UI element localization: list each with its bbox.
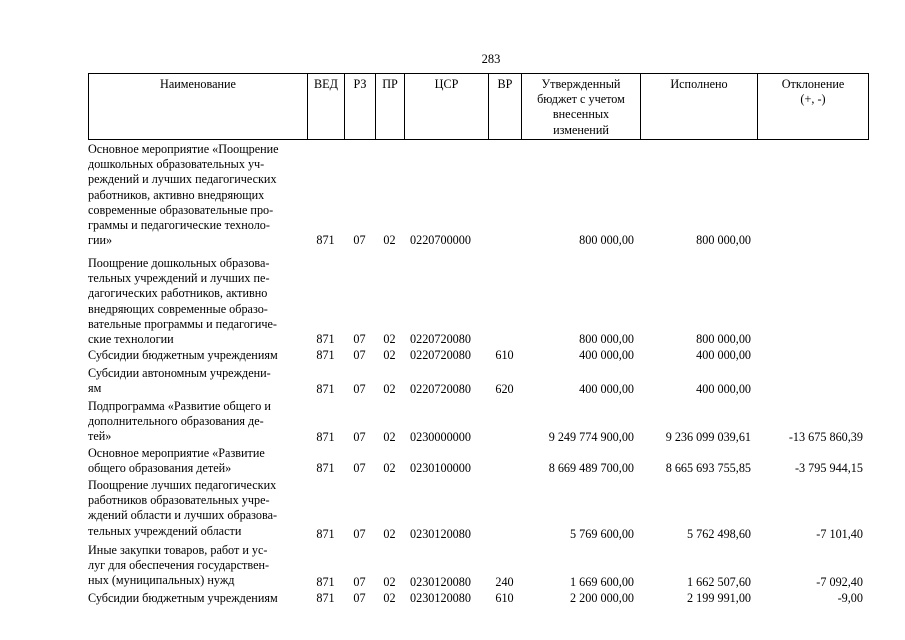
header-deviation: Отклонение (+, -) — [757, 73, 869, 140]
row-executed: 2 199 991,00 — [687, 591, 751, 605]
header-approved: Утвержденный бюджет с учетом внесенных изменений — [521, 73, 640, 140]
row-csr: 0220720080 — [410, 332, 471, 346]
row-approved: 800 000,00 — [579, 332, 634, 346]
row-approved: 800 000,00 — [579, 233, 634, 247]
row-pr: 02 — [383, 382, 396, 396]
header-rz: РЗ — [344, 73, 375, 140]
row-rz: 07 — [353, 382, 366, 396]
header-vr: ВР — [488, 73, 521, 140]
row-csr: 0220720080 — [410, 382, 471, 396]
row-name: Основное мероприятие «Поощрение дошкольных образовательных уч- реждений и лучших педагогических работников, активно внедряющих современные образовательные про- граммы и педагогические техноло- гии» — [88, 142, 279, 248]
row-csr: 0230120080 — [410, 575, 471, 589]
row-csr: 0230100000 — [410, 461, 471, 475]
header-executed: Исполнено — [640, 73, 757, 140]
row-name: Иные закупки товаров, работ и ус- луг для обеспечения государствен- ных (муниципальных) нужд — [88, 543, 270, 588]
row-ved: 871 — [316, 527, 335, 541]
row-approved: 8 669 489 700,00 — [548, 461, 634, 475]
row-ved: 871 — [316, 591, 335, 605]
header-pr: ПР — [375, 73, 404, 140]
row-approved: 9 249 774 900,00 — [548, 430, 634, 444]
row-name: Поощрение дошкольных образова- тельных учреждений и лучших пе- дагогических работников, активно внедряющих современные образо- вательные программы и педагогиче- ские технологии — [88, 256, 277, 347]
row-rz: 07 — [353, 348, 366, 362]
row-rz: 07 — [353, 527, 366, 541]
row-deviation: -13 675 860,39 — [788, 430, 863, 444]
row-approved: 5 769 600,00 — [570, 527, 634, 541]
row-vr: 620 — [495, 382, 514, 396]
row-deviation: -9,00 — [837, 591, 863, 605]
row-executed: 9 236 099 039,61 — [665, 430, 751, 444]
row-rz: 07 — [353, 332, 366, 346]
row-csr: 0230120080 — [410, 591, 471, 605]
row-deviation: -7 092,40 — [816, 575, 863, 589]
row-pr: 02 — [383, 461, 396, 475]
page-number: 283 — [481, 52, 501, 66]
row-ved: 871 — [316, 332, 335, 346]
row-ved: 871 — [316, 233, 335, 247]
row-pr: 02 — [383, 527, 396, 541]
row-executed: 800 000,00 — [696, 233, 751, 247]
row-csr: 0220720080 — [410, 348, 471, 362]
row-vr: 610 — [495, 348, 514, 362]
row-executed: 5 762 498,60 — [687, 527, 751, 541]
row-vr: 240 — [495, 575, 514, 589]
row-rz: 07 — [353, 233, 366, 247]
row-ved: 871 — [316, 348, 335, 362]
row-pr: 02 — [383, 348, 396, 362]
row-pr: 02 — [383, 575, 396, 589]
row-name: Субсидии бюджетным учреждениям — [88, 348, 278, 362]
row-name: Подпрограмма «Развитие общего и дополнительного образования де- тей» — [88, 399, 271, 444]
row-ved: 871 — [316, 575, 335, 589]
row-approved: 400 000,00 — [579, 382, 634, 396]
row-executed: 400 000,00 — [696, 348, 751, 362]
row-approved: 1 669 600,00 — [570, 575, 634, 589]
row-pr: 02 — [383, 591, 396, 605]
row-name: Основное мероприятие «Развитие общего образования детей» — [88, 446, 265, 476]
row-pr: 02 — [383, 430, 396, 444]
header-csr: ЦСР — [404, 73, 488, 140]
row-name: Поощрение лучших педагогических работников образовательных учре- ждений области и лучших образова- тельных учреждений области — [88, 478, 278, 538]
row-name: Субсидии бюджетным учреждениям — [88, 591, 278, 605]
row-name: Субсидии автономным учреждени- ям — [88, 366, 271, 396]
row-csr: 0220700000 — [410, 233, 471, 247]
row-deviation: -7 101,40 — [816, 527, 863, 541]
row-csr: 0230000000 — [410, 430, 471, 444]
row-executed: 1 662 507,60 — [687, 575, 751, 589]
header-ved: ВЕД — [307, 73, 344, 140]
row-rz: 07 — [353, 430, 366, 444]
row-ved: 871 — [316, 461, 335, 475]
row-pr: 02 — [383, 233, 396, 247]
row-executed: 400 000,00 — [696, 382, 751, 396]
row-approved: 400 000,00 — [579, 348, 634, 362]
row-pr: 02 — [383, 332, 396, 346]
row-executed: 800 000,00 — [696, 332, 751, 346]
row-rz: 07 — [353, 575, 366, 589]
row-deviation: -3 795 944,15 — [794, 461, 863, 475]
row-rz: 07 — [353, 461, 366, 475]
row-ved: 871 — [316, 430, 335, 444]
row-ved: 871 — [316, 382, 335, 396]
header-name: Наименование — [88, 73, 307, 140]
row-vr: 610 — [495, 591, 514, 605]
row-approved: 2 200 000,00 — [570, 591, 634, 605]
row-rz: 07 — [353, 591, 366, 605]
row-csr: 0230120080 — [410, 527, 471, 541]
row-executed: 8 665 693 755,85 — [665, 461, 751, 475]
